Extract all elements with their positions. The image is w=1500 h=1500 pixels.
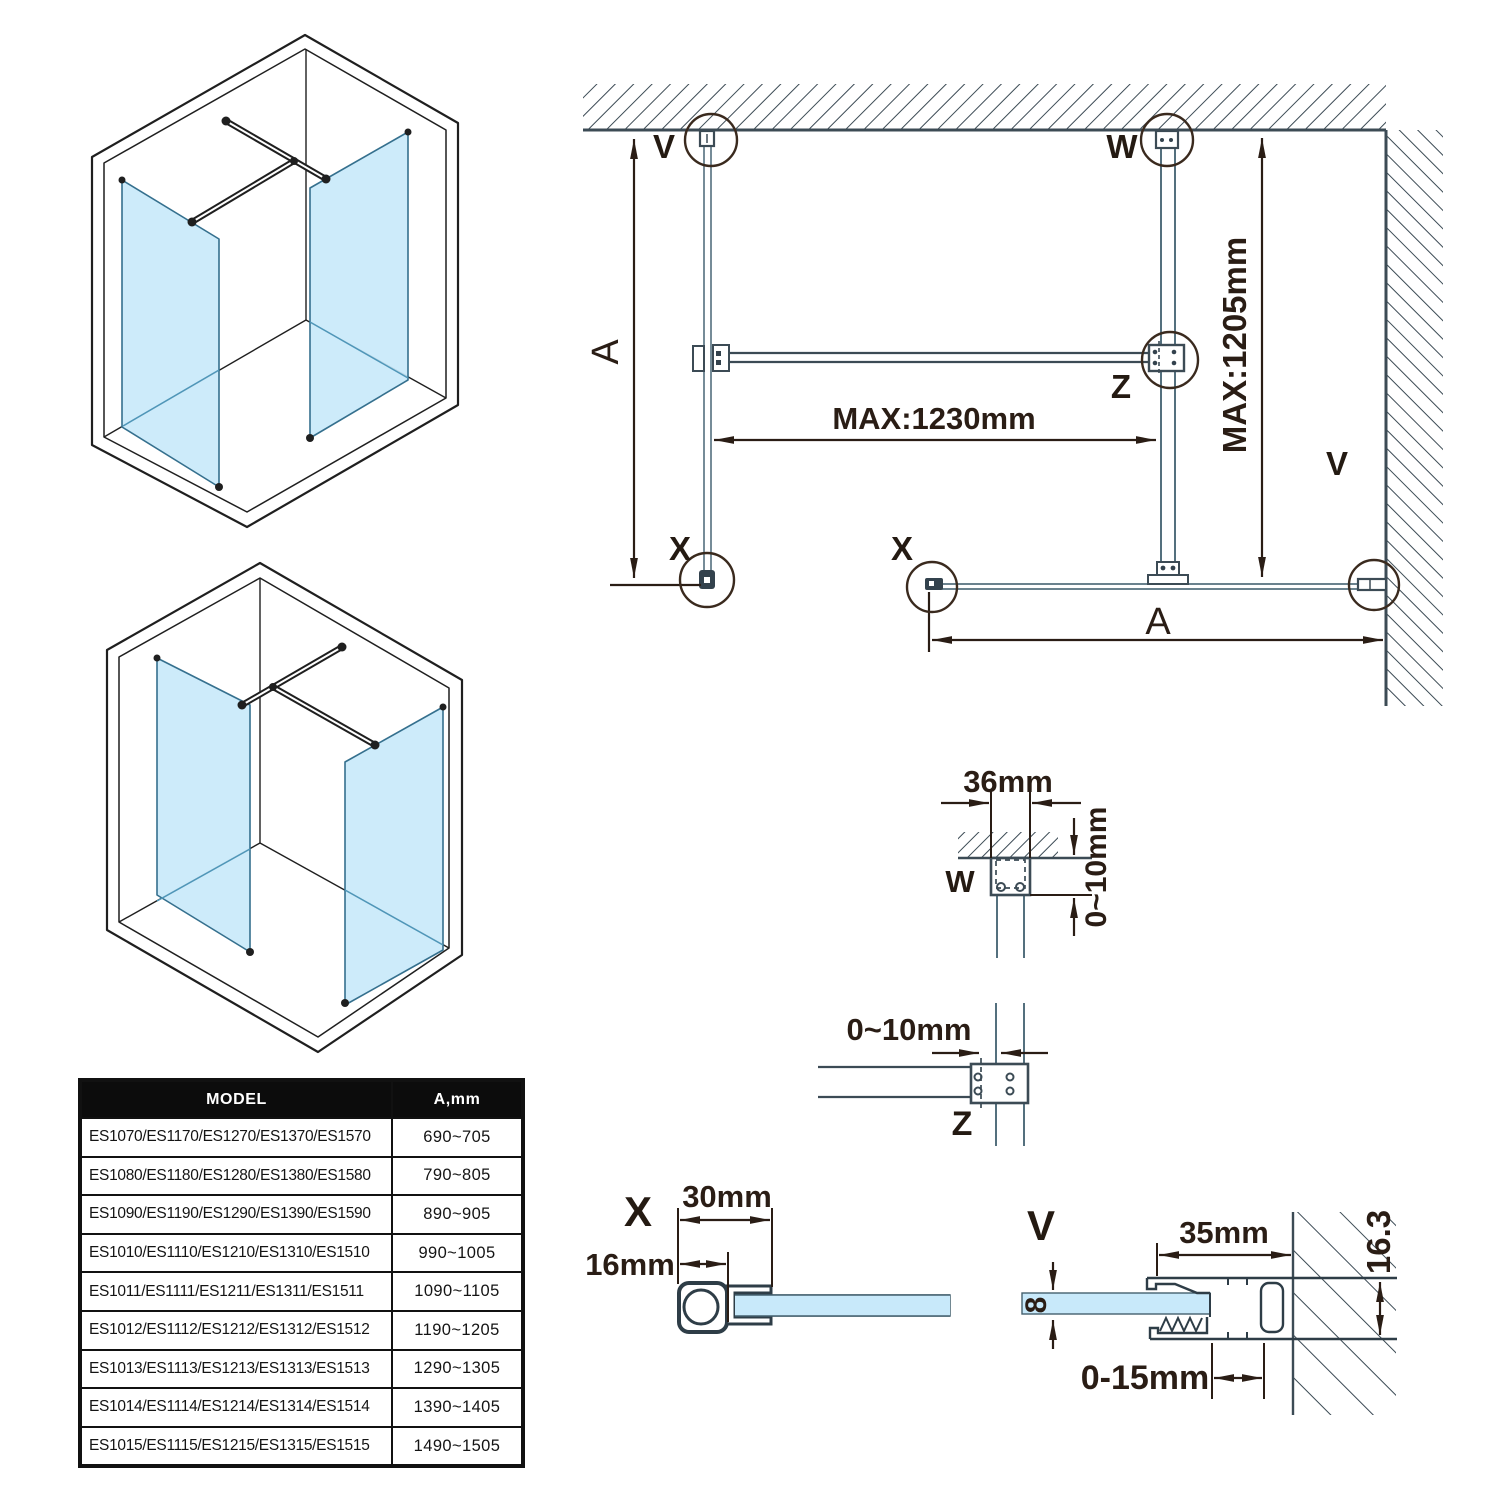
screw-channel [1261,1283,1283,1332]
clamp-spring [1160,1318,1202,1331]
dim-a-left: A [585,339,627,365]
detail-x-label: X [623,1188,653,1235]
detail-w [941,764,1113,958]
amm-cell: 1390~1405 [392,1388,523,1427]
detail-w-dim-gap: 0~10mm [1080,806,1113,928]
amm-cell: 1490~1505 [392,1427,523,1467]
detail-v-dim-width: 35mm [1179,1215,1269,1250]
plan-label-x-left: X [668,530,692,567]
isometric-view-1 [92,35,458,527]
detail-x-dim-width: 30mm [682,1179,772,1214]
detail-v-dim-depth: 16.3 [1360,1209,1397,1275]
glass-panel [157,658,250,952]
amm-cell: 1290~1305 [392,1350,523,1389]
dim-max-width: MAX:1230mm [832,401,1036,436]
model-cell: ES1070/ES1170/ES1270/ES1370/ES1570 [80,1118,392,1157]
table-row [80,1388,523,1427]
table-row [80,1427,523,1467]
plan-label-v-right: V [1325,445,1349,482]
model-cell: ES1014/ES1114/ES1214/ES1314/ES1514 [80,1388,392,1427]
plan-label-z: Z [1110,368,1132,405]
amm-cell: 890~905 [392,1195,523,1234]
upper-jaw [1147,1278,1210,1293]
t-foot [1148,575,1188,584]
bar-glass-clamp [693,346,704,371]
plan-label-w: W [1106,128,1138,165]
support-bar [242,647,375,745]
plan-label-x-mid: X [890,530,914,567]
amm-cell: 790~805 [392,1157,523,1196]
model-cell: ES1090/ES1190/ES1290/ES1390/ES1590 [80,1195,392,1234]
table-row [80,1234,523,1273]
detail-x [585,1179,950,1332]
detail-v-dim-adjust: 0-15mm [1080,1359,1210,1397]
glass-panel [122,180,219,487]
side-wall-hatch [1386,130,1443,706]
detail-z [818,1003,1048,1146]
amm-cell: 1090~1105 [392,1272,523,1311]
table-row [80,1195,523,1234]
plan-view [583,84,1443,706]
model-cell: ES1011/ES1111/ES1211/ES1311/ES1511 [80,1272,392,1311]
wall-profile-v [1358,579,1386,590]
detail-v-dim-glass: 8 [1020,1296,1053,1314]
glass-panel [345,707,443,1005]
bar-clamp-z [1149,345,1184,371]
isometric-view-2 [107,563,462,1052]
detail-v-label: V [1026,1202,1056,1249]
ceiling-bracket-w [1156,131,1178,148]
dim-a-bottom: A [1145,601,1171,643]
detail-w-dim-width: 36mm [963,764,1053,799]
detail-z-label: Z [951,1105,973,1143]
bar-clamp [971,1064,1028,1103]
model-cell: ES1010/ES1110/ES1210/ES1310/ES1510 [80,1234,392,1273]
plan-label-v-top: V [652,128,676,165]
model-cell: ES1012/ES1112/ES1212/ES1312/ES1512 [80,1311,392,1350]
table-row [80,1272,523,1311]
model-cell: ES1013/ES1113/ES1213/ES1313/ES1513 [80,1350,392,1389]
model-table [78,1078,525,1468]
ceiling-wall-hatch [583,84,1386,130]
table-row [80,1157,523,1196]
model-cell: ES1015/ES1115/ES1215/ES1315/ES1515 [80,1427,392,1467]
detail-v [1020,1202,1397,1415]
ceiling-hatch [958,832,1058,858]
table-header-amm: A,mm [392,1080,523,1118]
table-row [80,1118,523,1157]
table-header-row [80,1080,523,1118]
amm-cell: 690~705 [392,1118,523,1157]
detail-w-label: W [945,864,975,899]
dim-max-height: MAX:1205mm [1216,236,1253,454]
table-row [80,1350,523,1389]
table-header-model: MODEL [80,1080,392,1118]
amm-cell: 1190~1205 [392,1311,523,1350]
amm-cell: 990~1005 [392,1234,523,1273]
model-cell: ES1080/ES1180/ES1280/ES1380/ES1580 [80,1157,392,1196]
detail-z-dim-gap: 0~10mm [846,1012,972,1047]
detail-x-dim-inset: 16mm [585,1247,675,1282]
table-row [80,1311,523,1350]
